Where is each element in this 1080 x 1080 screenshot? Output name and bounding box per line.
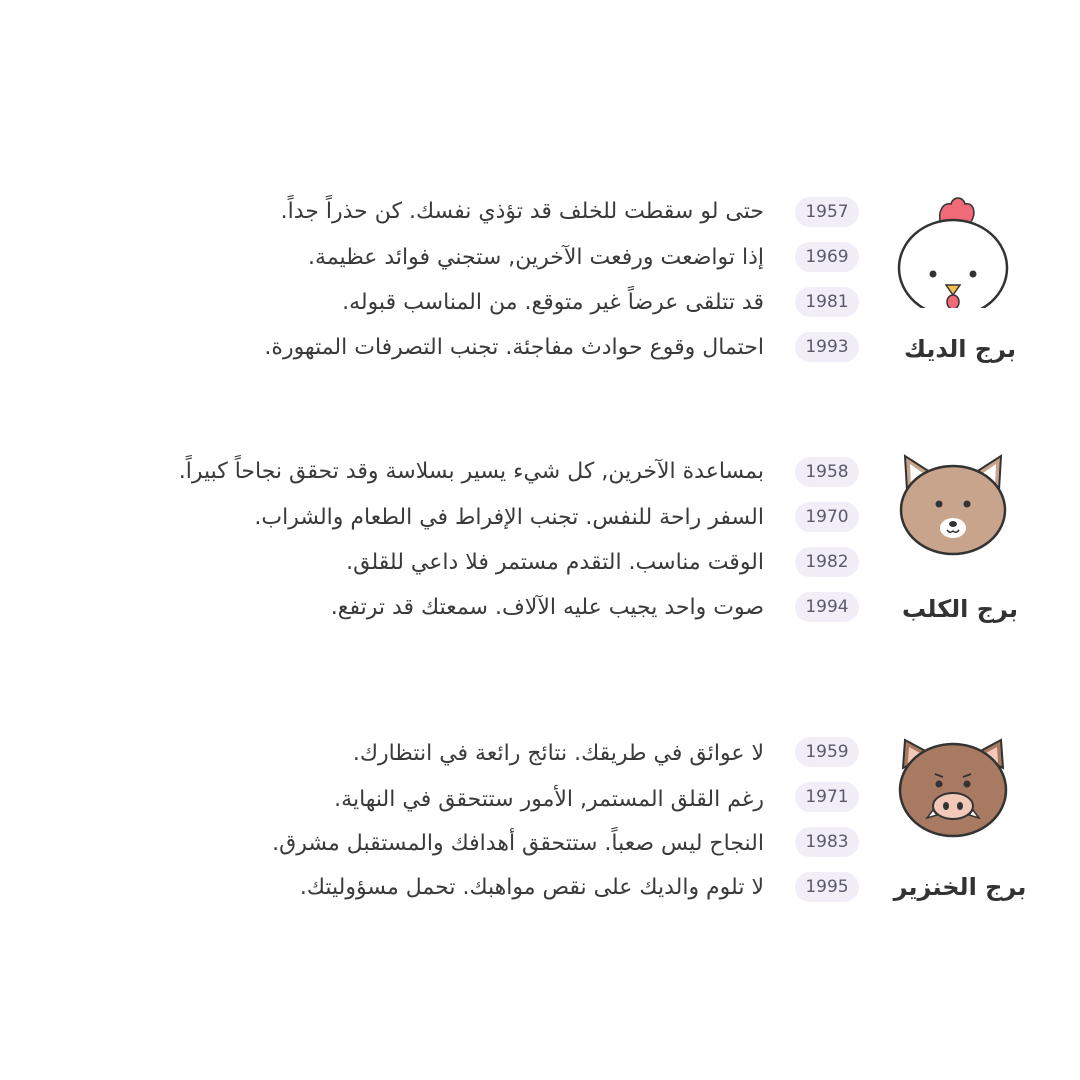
year-badge: 1994 bbox=[795, 592, 859, 622]
year-badge: 1982 bbox=[795, 547, 859, 577]
year-badge: 1971 bbox=[795, 782, 859, 812]
year-badge: 1957 bbox=[795, 197, 859, 227]
year-badge: 1958 bbox=[795, 457, 859, 487]
sign-name-boar: برج الخنزير bbox=[893, 873, 1027, 901]
year-badge: 1993 bbox=[795, 332, 859, 362]
sign-name-dog: برج الكلب bbox=[902, 595, 1018, 623]
forecast-text: حتى لو سقطت للخلف قد تؤذي نفسك. كن حذراً جداً. bbox=[280, 199, 764, 224]
forecast-text: الوقت مناسب. التقدم مستمر فلا داعي للقلق. bbox=[346, 550, 764, 575]
boar-icon bbox=[893, 730, 1013, 850]
forecast-text: بمساعدة الآخرين, كل شيء يسير بسلاسة وقد تحقق نجاحاً كبيراً. bbox=[178, 459, 764, 484]
forecast-text: احتمال وقوع حوادث مفاجئة. تجنب التصرفات المتهورة. bbox=[264, 335, 764, 360]
forecast-text: النجاح ليس صعباً. ستتحقق أهدافك والمستقبل مشرق. bbox=[272, 831, 764, 856]
year-badge: 1970 bbox=[795, 502, 859, 532]
year-badge: 1983 bbox=[795, 827, 859, 857]
forecast-text: قد تتلقى عرضاً غير متوقع. من المناسب قبوله. bbox=[342, 290, 764, 315]
forecast-text: رغم القلق المستمر, الأمور ستتحقق في النهاية. bbox=[334, 787, 764, 812]
forecast-text: لا عوائق في طريقك. نتائج رائعة في انتظارك. bbox=[352, 741, 764, 766]
year-badge: 1969 bbox=[795, 242, 859, 272]
forecast-text: السفر راحة للنفس. تجنب الإفراط في الطعام والشراب. bbox=[254, 505, 764, 530]
year-badge: 1959 bbox=[795, 737, 859, 767]
year-badge: 1995 bbox=[795, 872, 859, 902]
year-badge: 1981 bbox=[795, 287, 859, 317]
forecast-text: إذا تواضعت ورفعت الآخرين, ستجني فوائد عظيمة. bbox=[308, 245, 764, 270]
forecast-text: لا تلوم والديك على نقص مواهبك. تحمل مسؤوليتك. bbox=[299, 875, 764, 900]
sign-name-rooster: برج الديك bbox=[903, 335, 1017, 363]
dog-icon bbox=[893, 446, 1013, 566]
rooster-icon bbox=[893, 188, 1013, 308]
forecast-text: صوت واحد يجيب عليه الآلاف. سمعتك قد ترتفع. bbox=[330, 595, 764, 620]
